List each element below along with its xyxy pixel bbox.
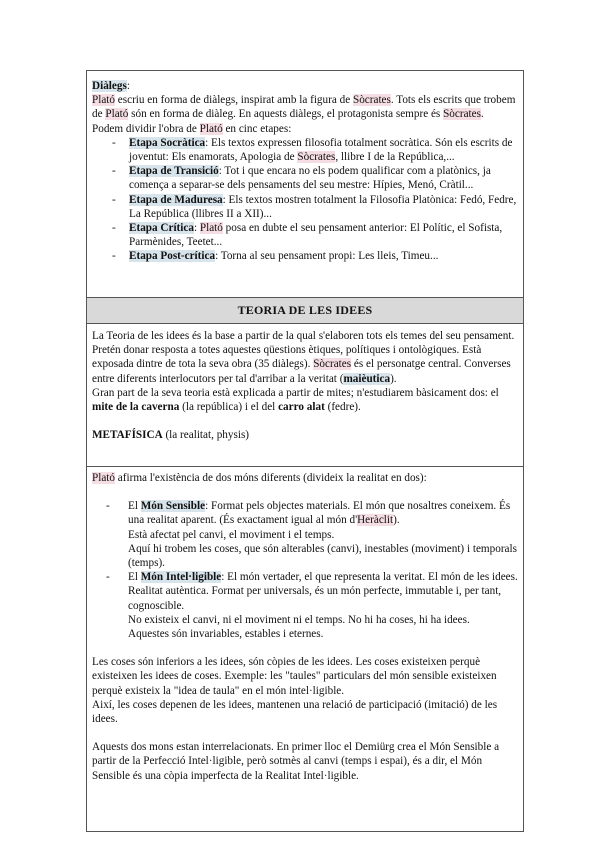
list-item: - Etapa Socràtica: Els textos expressen filosofia totalment socràtica. Són els escrits de joventut: Els enamorats, Apologia de Sòcrates, llibre I de la República,...: [112, 136, 518, 164]
dialegs-paragraph-1: Plató escriu en forma de diàlegs, inspirat amb la figura de Sòcrates. Tots els escrits que trobem de Plató són en forma de diàleg. En aquests diàlegs, el protagonista sempre és Sòcrates.: [92, 94, 516, 121]
dialegs-heading: Diàlegs:: [92, 80, 130, 92]
teoria-paragraph-2: Gran part de la seva teoria està explicada a partir de mites; n'estudiarem bàsicament dos: el mite de la caverna (la república) i el del carro alat (fedre).: [92, 386, 499, 414]
metafisica-heading: METAFÍSICA (la realitat, physis): [92, 429, 250, 442]
list-item: - Etapa Crítica: Plató posa en dubte el seu pensament anterior: El Polític, el Sofista, Parmènides, Teetet...: [112, 221, 518, 249]
list-item: - El Món Sensible: Format pels objectes materials. El món que nosaltres coneixem. És una realitat aparent. (És exactament igual al món d'Heràclit). Està afectat pel canvi, el moviment i el temps. Aquí hi trobem les coses, que són alterables (canvi), inestables (moviment) i temporals (temps).: [106, 499, 518, 570]
metafisica-section: [87, 466, 523, 783]
teoria-section: [87, 324, 523, 466]
section-title-band: TEORIA DE LES IDEES: [87, 297, 523, 324]
meta-paragraph-1: Plató afirma l'existència de dos móns diferents (divideix la realitat en dos):: [92, 472, 427, 484]
meta-paragraph-3: Així, les coses depenen de les idees, mantenen una relació de participació (imitació) de les idees.: [92, 698, 498, 726]
meta-paragraph-4: Aquests dos mons estan interrelacionats. En primer lloc el Demiürg crea el Món Sensible a partir de la Perfecció Intel·ligible, però sotmès al canvi (temps i espai), és a dir, el Món Sensible és una còpia imperfecta de la Realitat Intel·ligible.: [92, 741, 500, 782]
meta-paragraph-2: Les coses són inferiors a les idees, són còpies de les idees. Les coses existeixen perquè existeixen les idees de coses. Exemple: les "taules" particulars del món sensible existeixen perquè existeix la "idea de taula" en el món intel·ligible.: [92, 656, 497, 697]
document-page: [86, 70, 524, 832]
stages-list: [92, 136, 518, 264]
teoria-paragraph-1: La Teoria de les idees és la base a partir de la qual s'elaboren tots els temes del seu pensament. Pretén donar resposta a totes aquestes qüestions ètiques, polítiques i ontològiques. Està exposada dintre de tota la seva obra (35 diàlegs). Sòcrates és el personatge central. Converses entre diferents interlocutors per tal d'arribar a la veritat (maièutica).: [92, 330, 515, 385]
list-item: - Etapa Post-crítica: Torna al seu pensament propi: Les lleis, Timeu...: [112, 249, 518, 263]
list-item: - El Món Intel·ligible: El món vertader, el que representa la veritat. El món de les idees. Realitat autèntica. Format per universals, és un món perfecte, immutable i, per tant, cognoscible. No existeix el canvi, ni el moviment ni el temps. No hi ha coses, hi ha idees. Aquestes són invariables, estables i eternes.: [106, 570, 518, 641]
dialegs-paragraph-2: Podem dividir l'obra de Plató en cinc etapes:: [92, 122, 292, 135]
worlds-list: [92, 499, 518, 641]
list-item: - Etapa de Maduresa: Els textos mostren totalment la Filosofia Platònica: Fedó, Fedre, La República (llibres II a XII)...: [112, 193, 518, 221]
list-item: - Etapa de Transició: Tot i que encara no els podem qualificar com a platònics, ja comença a separar-se dels pensaments del seu mestre: Hípies, Menó, Cràtil...: [112, 164, 518, 192]
dialegs-section: [87, 71, 523, 297]
